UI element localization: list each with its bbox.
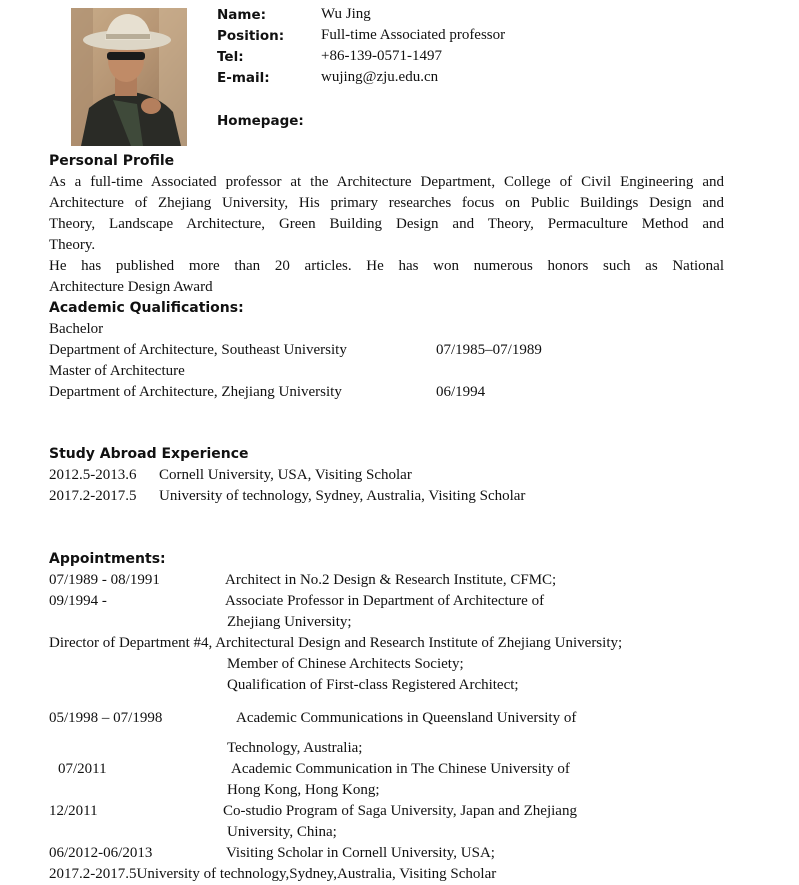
abroad-heading: Study Abroad Experience [49, 446, 249, 462]
appointment-date: 12/2011 [49, 803, 98, 819]
appointments-heading: Appointments: [49, 551, 166, 567]
appointment-text: Associate Professor in Department of Architecture of [225, 593, 545, 609]
appointment-date: 07/1989 - 08/1991 [49, 572, 160, 588]
tel-value: +86-139-0571-1497 [321, 48, 442, 64]
profile-line: Theory, Landscape Architecture, Green Building Design and Theory, Permaculture Method and [49, 216, 724, 232]
appointment-text: Architect in No.2 Design & Research Institute, CFMC; [225, 572, 557, 588]
appointment-text: Zhejiang University; [227, 614, 352, 630]
profile-line: Architecture of Zhejiang University, His primary researches focus on Public Buildings Design and [49, 195, 724, 211]
tel-label: Tel: [217, 49, 244, 65]
profile-line: Architecture Design Award [49, 279, 213, 295]
profile-line: He has published more than 20 articles. He has won numerous honors such as National [49, 258, 724, 274]
appointment-date: 09/1994 - [49, 593, 107, 609]
school-southeast: Department of Architecture, Southeast University [49, 342, 347, 358]
abroad-date: 2012.5-2013.6 [49, 467, 137, 483]
appointment-text: Visiting Scholar in Cornell University, USA; [226, 845, 495, 861]
academic-heading: Academic Qualifications: [49, 300, 244, 316]
abroad-text: University of technology, Sydney, Australia, Visiting Scholar [159, 488, 526, 504]
abroad-text: Cornell University, USA, Visiting Scholar [159, 467, 412, 483]
homepage-label: Homepage: [217, 113, 304, 129]
appointment-text: Hong Kong, Hong Kong; [227, 782, 380, 798]
degree-bachelor: Bachelor [49, 321, 104, 337]
profile-line: As a full-time Associated professor at the Architecture Department, College of Civil Engineering and [49, 174, 724, 190]
name-label: Name: [217, 7, 267, 23]
profile-line: Theory. [49, 237, 96, 253]
appointment-text: Co-studio Program of Saga University, Japan and Zhejiang [223, 803, 577, 819]
appointment-text: University, China; [227, 824, 337, 840]
appointment-text: Director of Department #4, Architectural Design and Research Institute of Zhejiang University; [49, 635, 623, 651]
profile-photo [71, 8, 187, 146]
appointment-text: Academic Communications in Queensland University of [236, 710, 577, 726]
profile-heading: Personal Profile [49, 153, 175, 169]
abroad-date: 2017.2-2017.5 [49, 488, 137, 504]
date-master: 06/1994 [436, 384, 486, 400]
appointment-text: Academic Communication in The Chinese University of [231, 761, 570, 777]
date-bachelor: 07/1985–07/1989 [436, 342, 542, 358]
appointment-date: 07/2011 [58, 761, 107, 777]
appointment-date: 06/2012-06/2013 [49, 845, 153, 861]
portrait-image [71, 8, 187, 146]
school-zhejiang: Department of Architecture, Zhejiang University [49, 384, 342, 400]
name-value: Wu Jing [321, 6, 371, 22]
email-label: E-mail: [217, 70, 270, 86]
position-label: Position: [217, 28, 285, 44]
appointment-text: Member of Chinese Architects Society; [227, 656, 464, 672]
position-value: Full-time Associated professor [321, 27, 506, 43]
appointment-date: 05/1998 – 07/1998 [49, 710, 163, 726]
appointment-text: Qualification of First-class Registered Architect; [227, 677, 519, 693]
appointment-text: 2017.2-2017.5University of technology,Sydney,Australia, Visiting Scholar [49, 866, 497, 882]
email-value[interactable]: wujing@zju.edu.cn [321, 69, 439, 85]
degree-master: Master of Architecture [49, 363, 185, 379]
appointment-text: Technology, Australia; [227, 740, 363, 756]
